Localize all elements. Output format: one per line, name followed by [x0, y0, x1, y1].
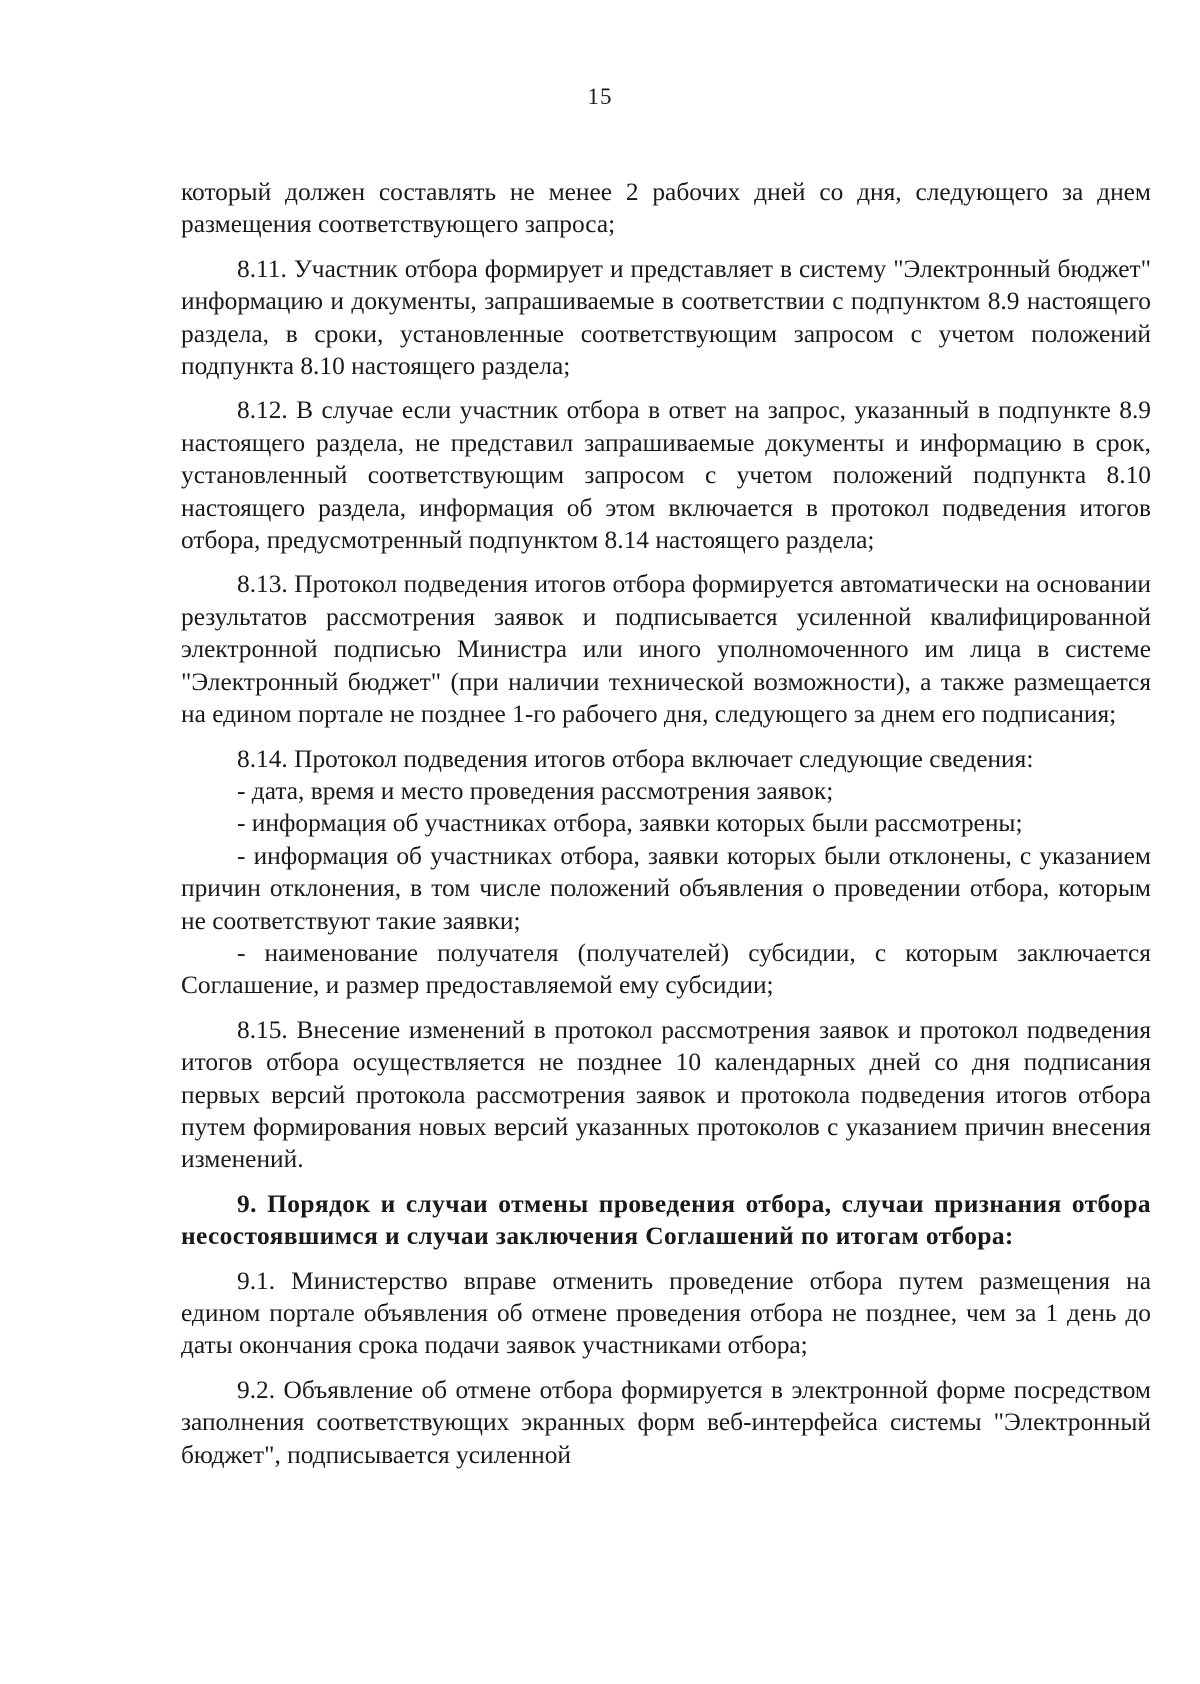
document-body [181, 176, 1151, 1483]
paragraph-8-11: 8.11. Участник отбора формирует и представляет в систему "Электронный бюджет" информацию и документы, запрашиваемые в соответствии с подпунктом 8.9 настоящего раздела, в сроки, установленные соответствующим запросом с учетом положений подпункта 8.10 настоящего раздела; [181, 254, 1151, 381]
list-item: - наименование получателя (получателей) субсидии, с которым заключается Соглашение, и размер предоставляемой ему субсидии; [181, 938, 1151, 1000]
paragraph-8-12: 8.12. В случае если участник отбора в ответ на запрос, указанный в подпункте 8.9 настоящего раздела, не представил запрашиваемые документы и информацию в срок, установленный соответствующим запросом с учетом положений подпункта 8.10 настоящего раздела, информация об этом включается в протокол подведения итогов отбора, предусмотренный подпунктом 8.14 настоящего раздела; [181, 396, 1151, 555]
paragraph-8-13: 8.13. Протокол подведения итогов отбора формируется автоматически на основании результатов рассмотрения заявок и подписывается усиленной квалифицированной электронной подписью Министра или иного уполномоченного им лица в системе "Электронный бюджет" (при наличии технической возможности), а также размещается на едином портале не позднее 1-го рабочего дня, следующего за днем его подписания; [181, 570, 1151, 729]
paragraph-8-15: 8.15. Внесение изменений в протокол рассмотрения заявок и протокол подведения итогов отбора осуществляется не позднее 10 календарных дней со дня подписания первых версий протокола рассмотрения заявок и протокола подведения итогов отбора путем формирования новых версий указанных протоколов с указанием причин внесения изменений. [181, 1015, 1151, 1174]
paragraph-9-1: 9.1. Министерство вправе отменить проведение отбора путем размещения на едином портале объявления об отмене проведения отбора не позднее, чем за 1 день до даты окончания срока подачи заявок участниками отбора; [181, 1266, 1151, 1360]
paragraph-continuation: который должен составлять не менее 2 рабочих дней со дня, следующего за днем размещения соответствующего запроса; [181, 178, 1151, 239]
list-item: - информация об участниках отбора, заявки которых были рассмотрены; [237, 809, 1023, 838]
paragraph-8-14: 8.14. Протокол подведения итогов отбора включает следующие сведения: [237, 744, 1034, 773]
list-item: - информация об участниках отбора, заявки которых были отклонены, с указанием причин отклонения, в том числе положений объявления о проведении отбора, которым не соответствуют такие заявки; [181, 841, 1151, 935]
paragraph-9-2: 9.2. Объявление об отмене отбора формируется в электронной форме посредством заполнения соответствующих экранных форм веб-интерфейса системы "Электронный бюджет", подписывается усиленной [181, 1375, 1151, 1469]
page-number: 15 [587, 84, 613, 109]
list-item: - дата, время и место проведения рассмотрения заявок; [237, 776, 834, 805]
section-heading: 9. Порядок и случаи отмены проведения отбора, случаи признания отбора несостоявшимся и случаи заключения Соглашений по итогам отбора: [181, 1189, 1151, 1251]
